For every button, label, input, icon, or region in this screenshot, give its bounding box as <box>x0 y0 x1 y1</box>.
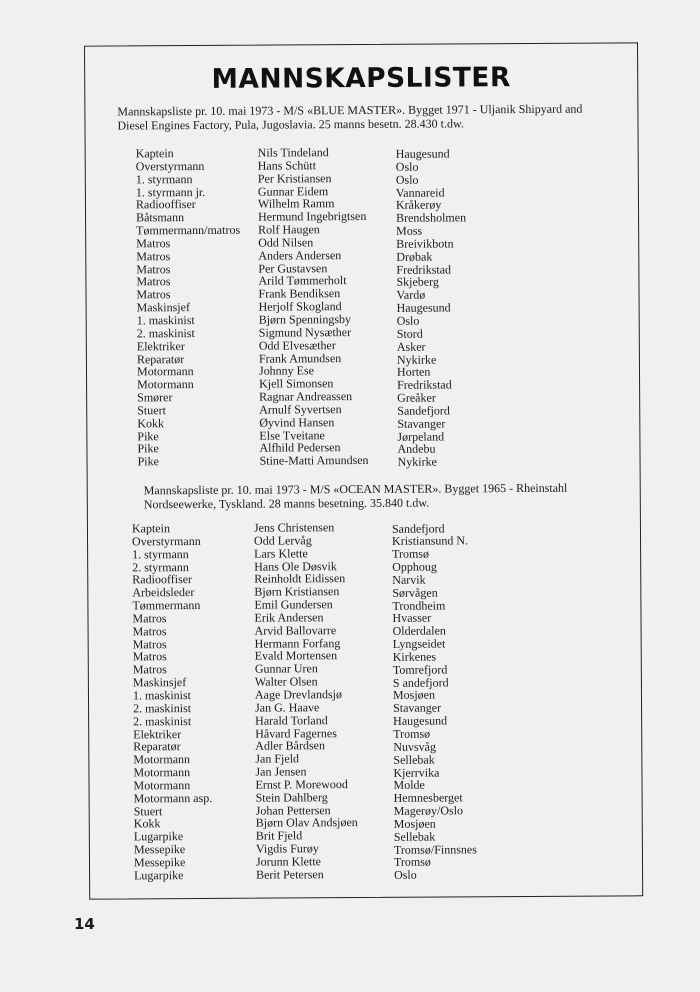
crew-name: Odd Lervåg <box>253 533 312 548</box>
crew-name: Adler Bårdsen <box>255 738 325 754</box>
crew-role: Motormann <box>133 752 191 767</box>
crew-hometown: Narvik <box>392 572 426 587</box>
crew-list-ocean-master <box>131 520 477 883</box>
crew-hometown: Jørpeland <box>397 429 445 444</box>
crew-hometown: Tromsø <box>393 726 431 741</box>
crew-name: Håvard Fagernes <box>255 725 337 741</box>
crew-role: Stuert <box>133 803 163 818</box>
crew-role: Messepike <box>133 855 186 870</box>
crew-name: Wilhelm Ramm <box>257 196 335 212</box>
crew-hometown: Mosjøen <box>393 816 436 831</box>
crew-role: Motormann <box>136 364 194 379</box>
crew-hometown: Drøbak <box>396 249 433 264</box>
crew-name: Alfhild Pedersen <box>259 440 341 456</box>
crew-name: Sigmund Nysæther <box>258 324 352 340</box>
crew-hometown: Haugesund <box>393 713 448 728</box>
crew-hometown: Molde <box>393 777 425 793</box>
crew-hometown: Kråkerøy <box>395 197 442 213</box>
crew-role: Pike <box>137 441 159 456</box>
crew-name: Arvid Ballovarre <box>254 622 337 638</box>
crew-name: Bjørn Spenningsby <box>258 312 352 327</box>
crew-role: Motormann <box>133 777 191 793</box>
crew-hometown: Lyngseidet <box>392 636 446 651</box>
crew-hometown: Vannareid <box>395 185 445 200</box>
crew-name: Kjell Simonsen <box>259 376 334 391</box>
crew-role: Kokk <box>133 816 161 831</box>
crew-hometown: Haugesund <box>396 300 451 315</box>
crew-name: Herjolf Skogland <box>258 299 342 314</box>
crew-name: Reinholdt Eidissen <box>254 571 346 587</box>
crew-hometown: Sellebak <box>393 752 435 767</box>
crew-name: Johnny Ese <box>258 363 315 378</box>
crew-name: Stein Dahlberg <box>255 789 328 805</box>
crew-name: Hans Schütt <box>257 158 317 173</box>
crew-hometown: Haugesund <box>395 146 450 161</box>
crew-hometown: Hvasser <box>392 610 432 626</box>
crew-role: Tømmermann <box>132 598 201 613</box>
crew-name: Frank Amundsen <box>258 350 342 366</box>
crew-role: Båtsmann <box>136 210 185 225</box>
crew-list-intro-blue-master: Mannskapsliste pr. 10. mai 1973 - M/S «BLUE MASTER». Bygget 1971 - Uljanik Shipyard and Diesel Engines Factory, Pula, Jugoslavia. 25 manns besetn. 28.430 t.dw. <box>117 101 583 133</box>
crew-name: Else Tveitane <box>259 427 325 443</box>
crew-name: Brit Fjeld <box>255 828 303 843</box>
crew-role: Lugarpike <box>133 829 184 844</box>
crew-hometown: Opphoug <box>392 559 437 574</box>
crew-hometown: Olderdalen <box>392 623 446 639</box>
crew-role: Matros <box>132 636 167 651</box>
crew-role: Pike <box>137 428 159 443</box>
crew-name: Arnulf Syvertsen <box>259 402 342 417</box>
crew-role: Kokk <box>137 415 165 431</box>
crew-role: Smører <box>137 390 173 405</box>
crew-role: Matros <box>136 248 171 264</box>
crew-hometown: Moss <box>396 223 423 238</box>
crew-hometown: Mosjøen <box>392 688 436 703</box>
crew-role: Messepike <box>133 842 186 857</box>
crew-role: 1. styrmann <box>132 546 189 562</box>
crew-role: 1. maskinist <box>132 688 192 703</box>
crew-role: Overstyrmann <box>135 158 205 174</box>
crew-name: Per Kristiansen <box>257 170 332 186</box>
crew-hometown: Greåker <box>397 390 436 405</box>
crew-hometown: Nykirke <box>397 454 437 470</box>
page-frame <box>84 42 643 899</box>
crew-name: Berit Petersen <box>256 867 324 882</box>
crew-hometown: Fredrikstad <box>397 377 452 392</box>
crew-role: Matros <box>132 662 167 677</box>
crew-name: Stine-Matti Amundsen <box>259 453 369 468</box>
crew-name: Jan Jensen <box>255 764 307 779</box>
crew-hometown: Stord <box>396 326 423 341</box>
crew-name: Hermann Forfang <box>254 635 341 651</box>
crew-hometown: Brendsholmen <box>396 210 467 226</box>
crew-hometown: Magerøy/Oslo <box>393 803 464 818</box>
crew-role: 2. styrmann <box>132 559 189 574</box>
crew-name: Johan Pettersen <box>255 802 331 818</box>
crew-name: Jan G. Haave <box>255 700 320 715</box>
crew-hometown: Sandefjord <box>391 520 445 536</box>
crew-role: Reparatør <box>136 351 185 366</box>
crew-hometown: Trondheim <box>392 598 446 613</box>
crew-hometown: Nuvsvåg <box>393 739 437 754</box>
crew-name: Gunnar Uren <box>254 661 318 676</box>
crew-role: Tømmermann/matros <box>136 222 241 238</box>
crew-name: Aage Drevlandsjø <box>254 687 342 702</box>
crew-hometown: Andebu <box>397 441 436 457</box>
crew-name: Bjørn Olav Andsjøen <box>255 815 358 831</box>
crew-name: Jan Fjeld <box>255 751 300 766</box>
crew-hometown: Kjerrvika <box>393 765 440 780</box>
crew-name: Anders Andersen <box>258 247 342 263</box>
crew-name: Odd Nilsen <box>258 235 314 250</box>
crew-role: Radiooffiser <box>132 572 193 587</box>
crew-name: Rolf Haugen <box>258 222 320 237</box>
crew-name: Hans Ole Døsvik <box>254 558 337 574</box>
crew-hometown: Oslo <box>395 172 419 187</box>
crew-role: Kaptein <box>131 521 170 536</box>
crew-role: 1. maskinist <box>136 312 195 328</box>
crew-role: Reparatør <box>133 739 181 754</box>
crew-role: 2. maskinist <box>133 700 192 716</box>
crew-role: Matros <box>136 236 171 251</box>
crew-name: Emil Gundersen <box>254 597 333 612</box>
crew-hometown: Stavanger <box>397 416 446 431</box>
crew-hometown: Tomrefjord <box>392 662 448 677</box>
crew-role: Overstyrmann <box>131 533 201 549</box>
crew-hometown: Sørvågen <box>392 585 438 600</box>
crew-name: Erik Andersen <box>254 610 324 625</box>
crew-role: Matros <box>132 611 167 626</box>
crew-name: Ernst P. Morewood <box>255 776 348 792</box>
crew-role: Matros <box>136 274 171 289</box>
crew-name: Jorunn Klette <box>255 854 322 869</box>
crew-name: Walter Olsen <box>254 674 318 689</box>
crew-role: Matros <box>132 649 167 664</box>
crew-name: Vigdis Furøy <box>255 841 319 856</box>
crew-hometown: Tromsø <box>392 546 430 562</box>
crew-name: Lars Klette <box>254 546 308 561</box>
crew-hometown: Sandefjord <box>397 403 450 418</box>
crew-hometown: Fredrikstad <box>396 262 452 277</box>
crew-hometown: Oslo <box>395 159 419 174</box>
crew-role: Matros <box>132 623 167 639</box>
crew-role: Lugarpike <box>134 867 184 883</box>
crew-name: Bjørn Kristiansen <box>254 584 340 599</box>
page-title: MANNSKAPSLISTER <box>211 62 511 95</box>
crew-name: Harald Torland <box>255 712 328 728</box>
crew-hometown: Oslo <box>394 867 417 883</box>
crew-role: Matros <box>136 287 171 302</box>
page-number: 14 <box>74 915 95 933</box>
crew-hometown: Hemnesberget <box>393 790 463 806</box>
crew-hometown: Horten <box>396 364 431 380</box>
crew-hometown: Breivikbotn <box>396 236 454 251</box>
crew-hometown: Skjeberg <box>396 274 439 290</box>
crew-role: Maskinsjef <box>136 300 190 315</box>
crew-role: Maskinsjef <box>132 675 187 690</box>
crew-role: 1. styrmann <box>135 171 193 187</box>
crew-role: 2. maskinist <box>133 713 192 729</box>
crew-role: Pike <box>137 454 159 469</box>
crew-hometown: Sellebak <box>393 829 436 844</box>
crew-name: Gunnar Eidem <box>257 183 329 199</box>
crew-name: Ragnar Andreassen <box>259 389 353 404</box>
crew-role: Kaptein <box>135 146 174 161</box>
crew-name: Hermund Ingebrigtsen <box>258 209 367 224</box>
crew-role: Motormann <box>133 765 191 780</box>
crew-role: Elektriker <box>133 726 182 741</box>
crew-hometown: Asker <box>396 339 426 354</box>
crew-hometown: Stavanger <box>393 700 442 716</box>
crew-role: 1. styrmann jr. <box>135 184 206 199</box>
crew-hometown: Tromsø <box>393 855 431 870</box>
crew-role: Stuert <box>137 403 166 418</box>
crew-hometown: Nykirke <box>396 352 437 367</box>
crew-hometown: S andefjord <box>392 675 449 690</box>
crew-hometown: Kirkenes <box>392 649 437 664</box>
crew-role: Radiooffiser <box>135 197 196 212</box>
crew-name: Per Gustavsen <box>258 260 328 276</box>
crew-hometown: Tromsø/Finnsnes <box>393 841 477 857</box>
crew-role: Motormann <box>137 377 194 392</box>
crew-list-blue-master <box>135 145 467 470</box>
crew-hometown: Vardø <box>396 287 426 303</box>
crew-hometown: Oslo <box>396 313 420 328</box>
crew-list-intro-ocean-master: Mannskapsliste pr. 10. mai 1973 - M/S «OCEAN MASTER». Bygget 1965 - Rheinstahl Nordseewerke, Tyskland. 28 manns besetning. 35.840 t.dw. <box>143 480 568 512</box>
crew-name: Arild Tømmerholt <box>258 273 347 289</box>
crew-name: Evald Mortensen <box>254 648 338 664</box>
crew-role: 2. maskinist <box>136 325 195 341</box>
crew-name: Jens Christensen <box>253 520 335 535</box>
crew-role: Matros <box>136 261 171 276</box>
crew-hometown: Kristiansund N. <box>391 533 469 549</box>
crew-role: Arbeidsleder <box>132 585 195 600</box>
crew-name: Odd Elvesæther <box>258 337 336 353</box>
crew-name: Nils Tindeland <box>257 145 329 160</box>
crew-role: Motormann asp. <box>133 790 213 806</box>
crew-name: Øyvind Hansen <box>259 414 335 430</box>
crew-name: Frank Bendiksen <box>258 286 341 301</box>
crew-role: Elektriker <box>136 338 185 354</box>
